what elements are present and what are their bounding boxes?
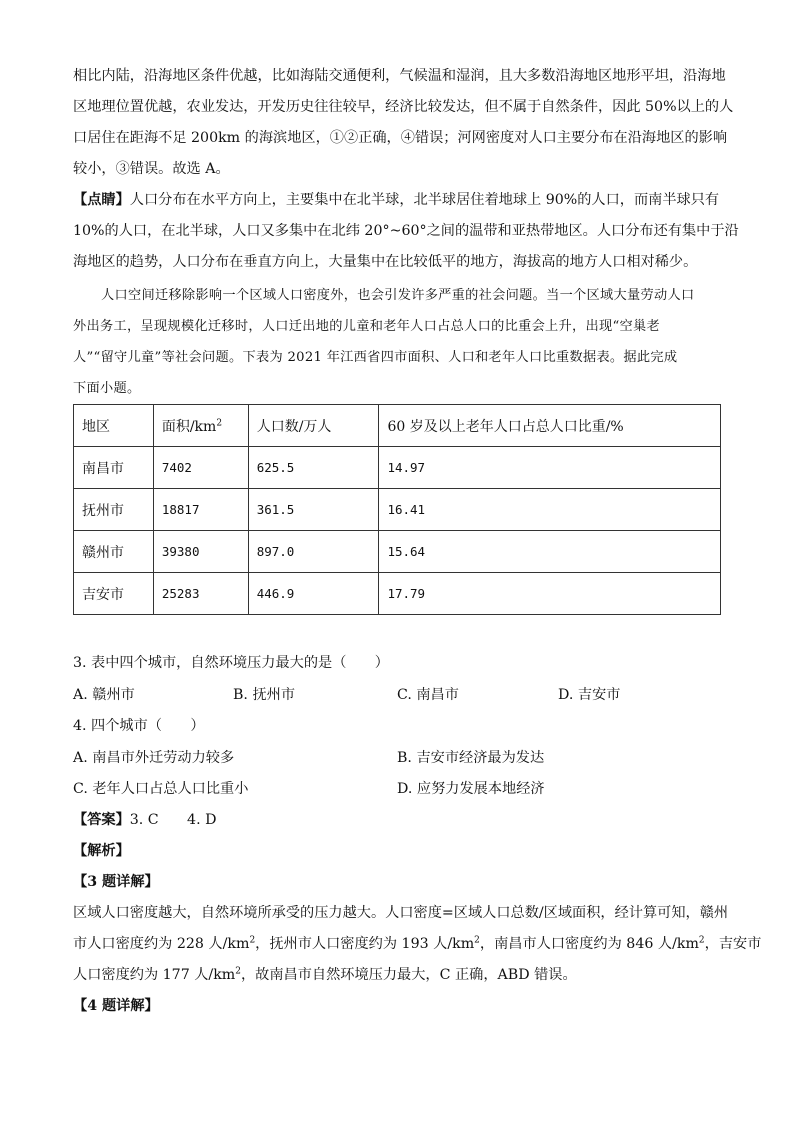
cell-area: 18817	[153, 489, 248, 531]
table-row	[74, 489, 721, 531]
table-row	[74, 531, 721, 573]
answer-tag: 【答案】	[73, 812, 130, 828]
header-area	[153, 405, 248, 447]
q3-detail-line-3	[73, 965, 723, 985]
q4-option-b: B. 吉安市经济最为发达	[397, 750, 545, 766]
density-ganzhou: 市人口密度约为 228 人/km	[73, 936, 250, 952]
cell-region: 南昌市	[74, 447, 154, 489]
passage-line-4: 下面小题。	[73, 381, 141, 396]
cell-population: 361.5	[248, 489, 379, 531]
density-jian: 人口密度约为 177 人/km	[73, 967, 236, 983]
q3-option-a: A. 赣州市	[73, 687, 135, 703]
cell-elderly-ratio: 16.41	[379, 489, 721, 531]
analysis-line-3: 口居住在距海不足 200km 的海滨地区，①②正确，④错误；河网密度对人口主要分布在沿海地区的影响	[73, 130, 728, 146]
sup-2: 2	[474, 935, 480, 946]
passage-line-3: 人”“留守儿童”等社会问题。下表为 2021 年江西省四市面积、人口和老年人口比重数据表。据此完成	[73, 350, 678, 365]
passage-line-2: 外出务工，呈现规模化迁移时，人口迁出地的儿童和老年人口占总人口的比重会上升，出现“空巢老	[73, 319, 660, 334]
analysis-heading: 【解析】	[73, 843, 130, 859]
header-area-text: 面积/km	[161, 418, 217, 435]
q3-conclusion: ，故南昌市自然环境压力最大，C 正确，ABD 错误。	[240, 967, 577, 983]
tip-line-3: 海地区的趋势，人口分布在垂直方向上，大量集中在比较低平的地方，海拔高的地方人口相对稀少。	[73, 254, 698, 270]
cell-area: 39380	[153, 531, 248, 573]
q4-detail-heading: 【4 题详解】	[73, 998, 159, 1014]
q4-option-a: A. 南昌市外迁劳动力较多	[73, 750, 235, 766]
q3-detail-line-2	[73, 934, 762, 954]
q3-option-b: B. 抚州市	[233, 687, 296, 703]
q3-option-d: D. 吉安市	[558, 687, 621, 703]
table-row	[74, 447, 721, 489]
ji-an-label: ，吉安市	[704, 936, 762, 952]
q3-detail-heading: 【3 题详解】	[73, 874, 159, 890]
cell-population: 625.5	[248, 447, 379, 489]
cell-elderly-ratio: 14.97	[379, 447, 721, 489]
table-header-row	[74, 405, 721, 447]
answer-line	[73, 810, 723, 830]
cell-region: 赣州市	[74, 531, 154, 573]
cell-population: 897.0	[248, 531, 379, 573]
question-4-stem: 4. 四个城市（ ）	[73, 718, 205, 734]
density-fuzhou: ，抚州市人口密度约为 193 人/km	[255, 936, 475, 952]
table-row	[74, 573, 721, 615]
cell-elderly-ratio: 17.79	[379, 573, 721, 615]
header-region: 地区	[74, 405, 154, 447]
cell-region: 抚州市	[74, 489, 154, 531]
header-elderly-ratio: 60 岁及以上老年人口占总人口比重/%	[379, 405, 721, 447]
answer-text: 3. C 4. D	[129, 812, 217, 828]
q4-option-d: D. 应努力发展本地经济	[397, 781, 545, 797]
passage-line-1: 人口空间迁移除影响一个区域人口密度外，也会引发许多严重的社会问题。当一个区域大量劳动人口	[101, 288, 695, 303]
q4-option-c: C. 老年人口占总人口比重小	[73, 781, 249, 797]
tip-line-2: 10%的人口，在北半球，人口又多集中在北纬 20°~60°之间的温带和亚热带地区。人口分布还有集中于沿	[73, 223, 739, 239]
cell-region: 吉安市	[74, 573, 154, 615]
q3-detail-line-1: 区域人口密度越大，自然环境所承受的压力越大。人口密度=区域人口总数/区域面积，经计算可知，赣州	[73, 905, 729, 921]
cell-elderly-ratio: 15.64	[379, 531, 721, 573]
sup-2: 2	[698, 935, 705, 946]
analysis-line-4: 较小，③错误。故选 A。	[73, 161, 230, 177]
cell-area: 25283	[153, 573, 248, 615]
sup-2: 2	[249, 935, 256, 946]
header-population: 人口数/万人	[248, 405, 379, 447]
tip-line-1	[73, 190, 723, 210]
sup-2: 2	[235, 966, 241, 977]
city-data-table	[73, 404, 721, 615]
cell-population: 446.9	[248, 573, 379, 615]
density-nanchang: ，南昌市人口密度约为 846 人/km	[479, 936, 699, 952]
analysis-line-2: 区地理位置优越，农业发达，开发历史往往较早，经济比较发达，但不属于自然条件，因此 50%以上的人	[73, 99, 734, 115]
analysis-line-1: 相比内陆，沿海地区条件优越，比如海陆交通便利，气候温和湿润，且大多数沿海地区地形平坦，沿海地	[73, 68, 726, 84]
header-area-sup: 2	[216, 417, 223, 428]
tip-tag: 【点睛】	[73, 192, 130, 208]
cell-area: 7402	[153, 447, 248, 489]
question-3-stem: 3. 表中四个城市，自然环境压力最大的是（ ）	[73, 655, 389, 671]
tip-text: 人口分布在水平方向上，主要集中在北半球，北半球居住着地球上 90%的人口，而南半球只有	[129, 192, 720, 208]
q3-option-c: C. 南昌市	[397, 687, 459, 703]
